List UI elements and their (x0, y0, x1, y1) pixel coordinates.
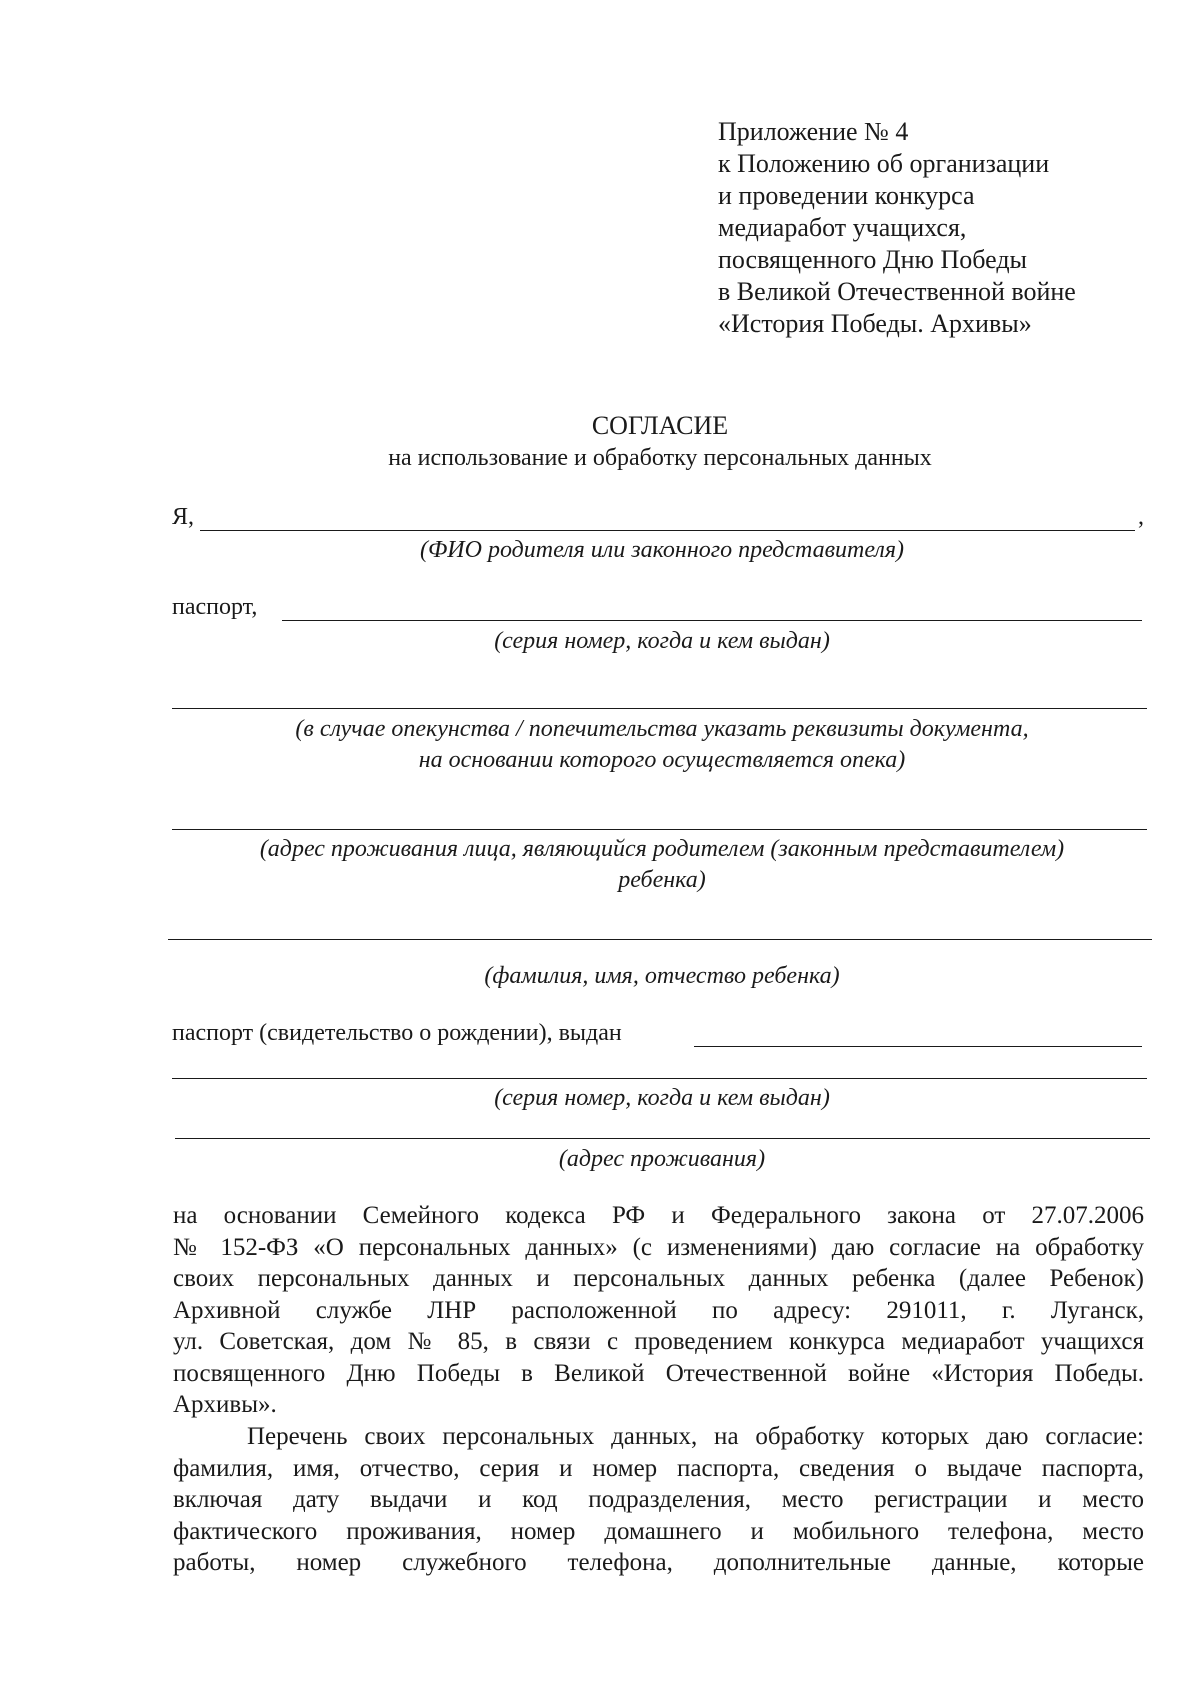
paragraph-line: своих персональных данных и персональных данных ребенка (далее Ребенок) (173, 1265, 1144, 1292)
address-hint: (адрес проживания лица, являющийся родителем (законным представителем) (259, 836, 1065, 862)
child-passport-field[interactable] (694, 1046, 1142, 1047)
paragraph-line: фамилия, имя, отчество, серия и номер паспорта, сведения о выдаче паспорта, (173, 1454, 1144, 1482)
paragraph-line: № 152-ФЗ «О персональных данных» (с изменениями) даю согласие на обработку (173, 1233, 1144, 1261)
paragraph-line: работы, номер служебного телефона, дополнительные данные, которые (173, 1549, 1144, 1576)
document-title: СОГЛАСИЕ (591, 411, 729, 440)
passport-label: паспорт, (172, 594, 258, 620)
guardian-document-field[interactable] (172, 708, 1147, 709)
paragraph-line: фактического проживания, номер домашнего и мобильного телефона, место (173, 1517, 1144, 1545)
paragraph-line: включая дату выдачи и код подразделения, место регистрации и место (173, 1486, 1144, 1513)
parent-passport-field[interactable] (282, 620, 1142, 621)
passport-hint: (серия номер, когда и кем выдан) (494, 628, 830, 654)
ya-label: Я, (172, 504, 195, 530)
child-address-hint: (адрес проживания) (558, 1146, 766, 1172)
appendix-line: в Великой Отечественной войне (718, 277, 1076, 306)
fio-hint: (ФИО родителя или законного представителя) (420, 537, 904, 563)
child-address-field[interactable] (175, 1138, 1150, 1139)
appendix-line: к Положению об организации (718, 149, 1050, 178)
appendix-block (718, 116, 1076, 340)
personal-data-list-paragraph (173, 1421, 1144, 1579)
paragraph-line: посвященного Дню Победы в Великой Отечественной войне «История Победы. (173, 1359, 1144, 1387)
paragraph-line: на основании Семейного кодекса РФ и Федерального закона от 27.07.2006 (173, 1202, 1144, 1229)
child-fio-field[interactable] (168, 939, 1152, 940)
ya-comma: , (1138, 504, 1144, 530)
appendix-line: посвященного Дню Победы (718, 245, 1028, 274)
paragraph-line: ул. Советская, дом № 85, в связи с проведением конкурса медиаработ учащихся (173, 1328, 1144, 1355)
guardian-hint: (в случае опекунства / попечительства указать реквизиты документа, (295, 716, 1029, 742)
paragraph-line: Архивной службе ЛНР расположенной по адресу: 291011, г. Луганск, (173, 1296, 1144, 1324)
appendix-line: «История Победы. Архивы» (718, 309, 1032, 338)
paragraph-line: Архивы». (173, 1391, 277, 1418)
child-passport-label: паспорт (свидетельство о рождении), выдан (172, 1020, 622, 1046)
consent-paragraph (173, 1200, 1144, 1421)
appendix-line: медиаработ учащихся, (718, 213, 967, 242)
child-fio-hint: (фамилия, имя, отчество ребенка) (484, 963, 840, 989)
guardian-hint: на основании которого осуществляется опека) (418, 747, 906, 773)
appendix-line: Приложение № 4 (718, 117, 909, 146)
child-passport-hint: (серия номер, когда и кем выдан) (494, 1085, 830, 1111)
parent-fio-field[interactable] (200, 530, 1135, 531)
parent-address-field[interactable] (172, 829, 1147, 830)
child-passport-field-2[interactable] (172, 1078, 1147, 1079)
address-hint: ребенка) (618, 867, 706, 893)
appendix-line: и проведении конкурса (718, 181, 975, 210)
paragraph-line: Перечень своих персональных данных, на обработку которых даю согласие: (247, 1423, 1144, 1450)
document-subtitle: на использование и обработку персональных данных (388, 445, 932, 471)
